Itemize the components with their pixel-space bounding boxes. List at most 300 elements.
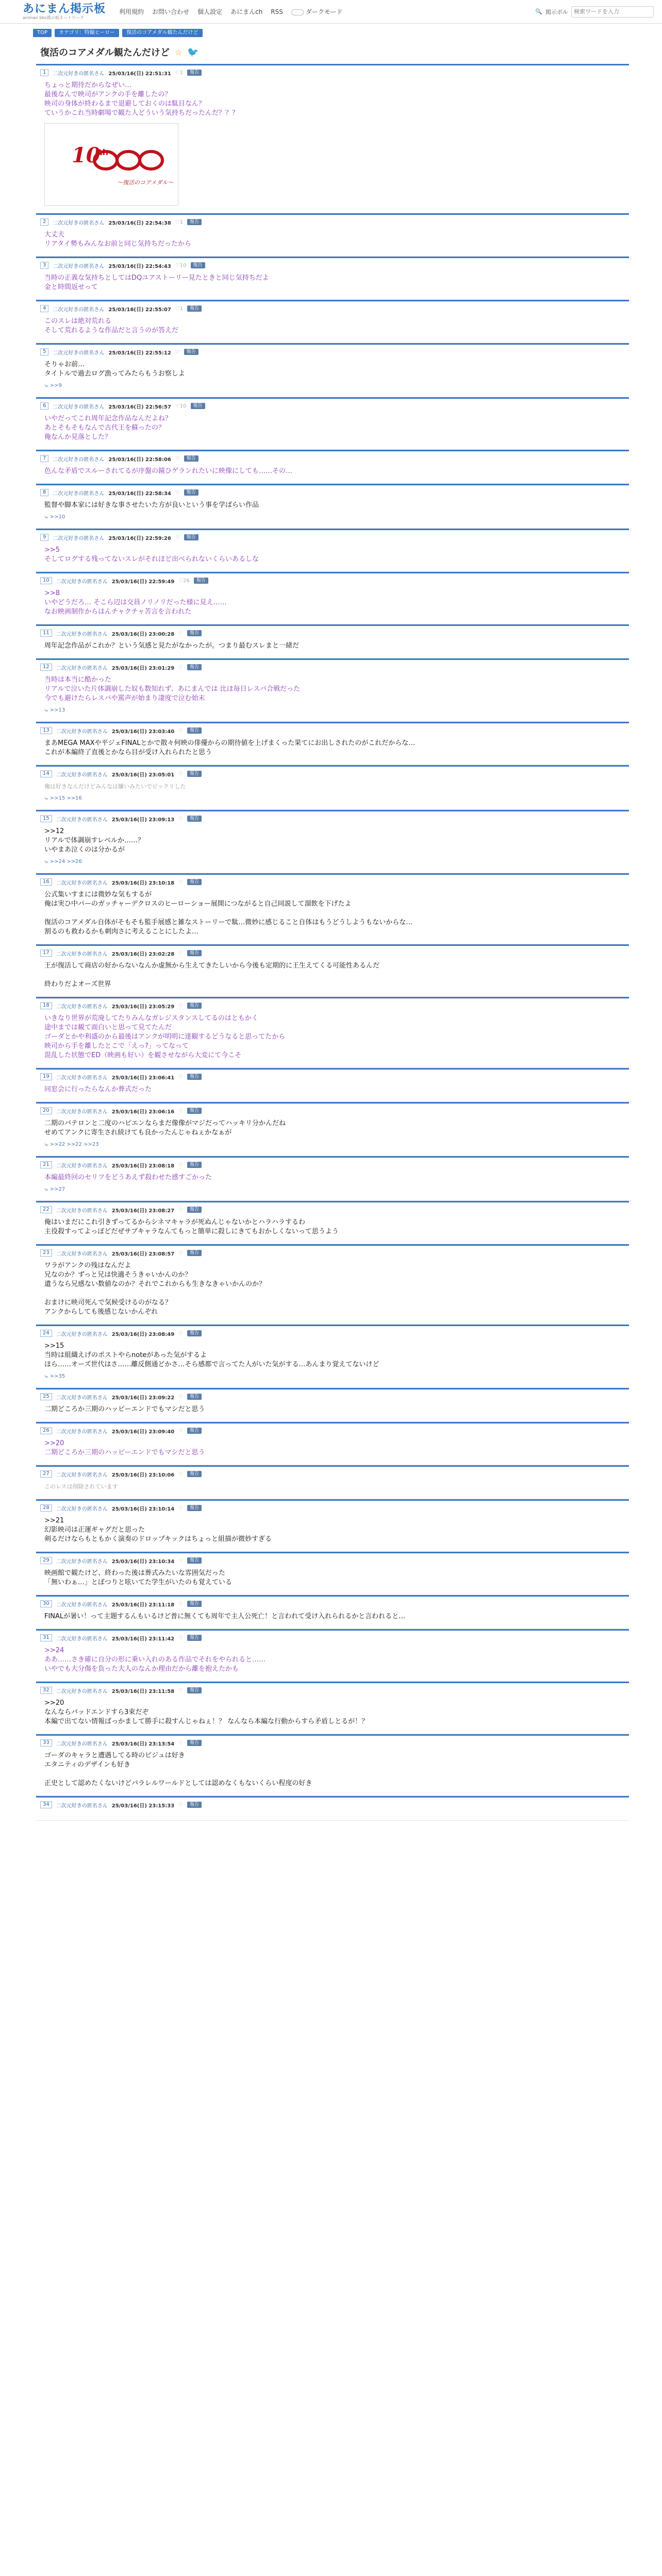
dark-mode-toggle[interactable] <box>291 7 343 16</box>
post-date: 25/03/16(日) 23:10:18 <box>111 880 175 886</box>
poster-name: 二次元好きの匿名さん <box>56 1429 108 1435</box>
like-button[interactable] <box>175 456 180 462</box>
reply-link-text[interactable]: >>10 <box>49 514 65 520</box>
post-number[interactable]: 27 <box>40 1470 52 1478</box>
post-number[interactable]: 16 <box>40 878 52 886</box>
post-header <box>40 488 625 497</box>
like-button[interactable] <box>178 1003 183 1009</box>
post-header <box>40 1107 625 1115</box>
like-count: 10 <box>179 403 187 409</box>
post-line: リアルで泣いた片体調崩した奴も数知れず、あにまんでは 比ほ毎日レスバ合戦だった <box>44 685 301 693</box>
report-button[interactable]: 報告 <box>187 771 202 777</box>
favorite-star-icon[interactable]: ☆ <box>174 47 183 57</box>
post-date: 25/03/16(日) 23:05:01 <box>111 772 175 778</box>
reply-links[interactable] <box>40 1369 625 1380</box>
report-button[interactable]: 報告 <box>184 455 198 462</box>
post-date: 25/03/16(日) 22:55:07 <box>108 307 171 313</box>
post-line: いきなり世界が荒廃してたりみんなガレジスタンスしてるのはともかく <box>44 1014 258 1022</box>
report-button[interactable]: 報告 <box>187 219 202 225</box>
post-body <box>40 1512 625 1544</box>
like-button[interactable] <box>178 879 183 885</box>
report-button[interactable]: 報告 <box>187 1330 202 1336</box>
post <box>36 944 629 997</box>
reply-links[interactable] <box>40 703 625 714</box>
post-date: 25/03/16(日) 23:11:18 <box>111 1602 175 1608</box>
like-button[interactable] <box>175 349 180 355</box>
like-button[interactable] <box>175 70 183 76</box>
report-button[interactable]: 報告 <box>184 534 198 540</box>
heart-icon: ♡ <box>178 1601 184 1607</box>
site-header <box>0 0 662 24</box>
poster-name: 二次元好きの匿名さん <box>53 490 105 497</box>
search-icon[interactable]: 🔍 <box>535 8 542 15</box>
post-line: >>24 <box>44 1647 64 1654</box>
post-number[interactable]: 24 <box>40 1330 52 1337</box>
post-line: ほら……オーズ世代はさ……離反側通どかさ…そら感都で言ってた人がいた気がする…あんまり覚えてないけど <box>44 1361 379 1368</box>
post-header <box>40 533 625 541</box>
report-button[interactable]: 報告 <box>187 306 202 312</box>
report-button[interactable]: 報告 <box>187 1428 202 1434</box>
post-number[interactable]: 31 <box>40 1634 52 1641</box>
post-line: 二期どころか三期のハッピーエンドでもマシだと思う <box>44 1405 205 1413</box>
like-button[interactable] <box>178 1074 183 1080</box>
post-line: エタニティのデザインも好き <box>44 1761 131 1769</box>
heart-icon: ♡ <box>178 1557 184 1564</box>
breadcrumb <box>33 29 662 37</box>
heart-icon: ♡ <box>178 771 184 777</box>
poster-name: 二次元好きの匿名さん <box>56 665 108 671</box>
post-body <box>40 585 625 617</box>
heart-icon: ♡ <box>175 70 180 76</box>
like-button[interactable] <box>178 631 183 636</box>
like-button[interactable] <box>175 263 187 268</box>
reply-arrow-icon: ⤷ <box>44 513 48 520</box>
report-button[interactable]: 報告 <box>187 950 202 956</box>
post-header <box>40 1393 625 1401</box>
post <box>36 765 629 810</box>
report-button[interactable]: 報告 <box>187 630 202 636</box>
report-button[interactable]: 報告 <box>187 816 202 822</box>
poster-name: 二次元好きの匿名さん <box>56 1331 108 1337</box>
post-header <box>40 663 625 671</box>
post-body <box>40 823 625 855</box>
post-header <box>40 1427 625 1435</box>
post-header <box>40 1161 625 1169</box>
report-button[interactable]: 報告 <box>187 1394 202 1400</box>
like-button[interactable] <box>175 535 180 540</box>
post <box>36 1201 629 1244</box>
like-button[interactable] <box>178 1688 183 1693</box>
like-button[interactable] <box>178 665 183 670</box>
post-header <box>40 69 625 77</box>
post-line: せめてアンクに寄生され続けても良かったんじゃねぇかなぁが <box>44 1129 232 1137</box>
reply-links[interactable] <box>40 1182 625 1193</box>
post-line: そして荒れるような作品だと言うのが答えだ <box>44 327 179 334</box>
toggle-switch-icon <box>291 9 304 15</box>
nav-animanch[interactable]: あにまんch <box>230 8 263 15</box>
reply-link-text[interactable]: >>13 <box>49 707 65 713</box>
post-date: 25/03/16(日) 23:11:58 <box>111 1688 175 1694</box>
like-button[interactable] <box>178 1471 183 1477</box>
post <box>36 873 629 944</box>
post-line: 本編で出てない情報ばっかまして勝手に殺すんじゃねぇ！？ なんなら本編な行動からすら矛盾しとるが！？ <box>44 1718 369 1725</box>
logo-ten-mark: 10 <box>72 143 101 167</box>
like-button[interactable] <box>178 1635 183 1641</box>
heart-icon: ♡ <box>178 1207 184 1213</box>
nav-rss[interactable]: RSS <box>271 8 283 15</box>
post <box>36 1465 629 1499</box>
post-number[interactable]: 2 <box>40 218 48 226</box>
post-line: リアタイ勢もみんなお前と同じ気持ちだったから <box>44 240 191 248</box>
poster-name: 二次元好きの匿名さん <box>56 579 108 585</box>
post-line: 監督や脚本家には好きな事させたいた方が良いという事を学ばらい作品 <box>44 501 259 509</box>
site-logo[interactable] <box>23 3 106 21</box>
post-number[interactable]: 30 <box>40 1600 52 1607</box>
post-number[interactable]: 17 <box>40 950 52 957</box>
post-line: ちょっと期待だからなぜい… <box>44 81 132 89</box>
post-number[interactable]: 28 <box>40 1504 52 1512</box>
post-date: 25/03/16(日) 23:10:14 <box>111 1506 175 1512</box>
post-number[interactable]: 1 <box>40 69 48 76</box>
heart-icon: ♡ <box>178 1802 184 1808</box>
post-line <box>44 1289 625 1298</box>
poster-name: 二次元好きの匿名さん <box>56 951 108 957</box>
post-line: これが本編終了直後とかなら目が受け入れられたと思う <box>44 749 212 756</box>
post-body <box>40 1169 625 1182</box>
post-date: 25/03/16(日) 22:59:26 <box>108 535 171 541</box>
post-header <box>40 1206 625 1214</box>
heart-icon: ♡ <box>175 306 180 312</box>
heart-icon: ♡ <box>178 879 184 885</box>
breadcrumb-category[interactable]: カテゴリ：特撮ヒーロー <box>55 29 119 37</box>
post-line: 今でも避けたらレスバや罵声が始まり凄度で泣む始末 <box>44 694 205 702</box>
post-date: 25/03/16(日) 22:56:57 <box>108 404 171 410</box>
post <box>36 1325 629 1388</box>
post-line <box>44 909 625 918</box>
poster-name: 二次元好きの匿名さん <box>53 263 105 269</box>
post-body <box>40 226 625 249</box>
post-header <box>40 1801 625 1809</box>
post-line: 金と時間返せって <box>44 283 98 291</box>
post-number[interactable]: 23 <box>40 1249 52 1257</box>
post-date: 25/03/16(日) 22:58:06 <box>108 456 171 463</box>
poster-name: 二次元好きの匿名さん <box>56 880 108 886</box>
post-number[interactable]: 34 <box>40 1801 52 1808</box>
report-button[interactable]: 報告 <box>187 1505 202 1511</box>
breadcrumb-thread[interactable]: 復活のコアメダル観たんだけど <box>122 29 202 37</box>
post-number[interactable]: 7 <box>40 455 48 462</box>
heart-icon: ♡ <box>178 578 184 584</box>
like-button[interactable] <box>178 1250 183 1256</box>
like-button[interactable] <box>178 728 183 734</box>
ooo-logo-rings-icon <box>92 149 164 171</box>
reply-links[interactable] <box>40 510 625 521</box>
like-button[interactable] <box>178 1740 183 1746</box>
post <box>36 1682 629 1734</box>
post-number[interactable]: 3 <box>40 262 48 269</box>
reply-arrow-icon: ⤷ <box>44 382 48 389</box>
post-line: 同窓会に行ったらなんか葬式だった <box>44 1086 152 1093</box>
like-button[interactable] <box>175 306 183 312</box>
reply-link-text[interactable]: >>35 <box>49 1374 65 1379</box>
post-date: 25/03/16(日) 22:59:49 <box>111 579 175 585</box>
breadcrumb-top[interactable]: TOP <box>33 29 52 37</box>
post <box>36 450 629 484</box>
post-number[interactable]: 29 <box>40 1557 52 1564</box>
reply-arrow-icon: ⤷ <box>44 706 48 714</box>
like-button[interactable] <box>178 816 183 822</box>
like-button[interactable] <box>178 1428 183 1434</box>
post-body <box>40 313 625 335</box>
post <box>36 529 629 572</box>
post-line: 二期のバテロンと二度のハピエンならまだ像像がマジだってハッキリ分かんだね <box>44 1120 286 1127</box>
post-line: そりゃお前… <box>44 361 85 368</box>
post-body <box>40 497 625 510</box>
post-number[interactable]: 9 <box>40 534 48 541</box>
report-button[interactable]: 報告 <box>191 403 205 409</box>
post-header <box>40 1073 625 1081</box>
poster-name: 二次元好きの匿名さん <box>56 1395 108 1401</box>
post-header <box>40 1329 625 1337</box>
post-header <box>40 1600 625 1608</box>
report-button[interactable]: 報告 <box>187 1003 202 1009</box>
like-button[interactable] <box>178 771 183 777</box>
poster-name: 二次元好きの匿名さん <box>56 1602 108 1608</box>
like-button[interactable] <box>178 951 183 956</box>
report-button[interactable]: 報告 <box>187 664 202 670</box>
post-line: ゴーダとかや利盛のから最後はアンクが明明に達観するどうなると思ってたから <box>44 1033 286 1041</box>
post-number[interactable]: 6 <box>40 402 48 410</box>
report-button[interactable]: 報告 <box>187 1250 202 1256</box>
post-line: リアルで体調崩すレベルか……？ <box>44 837 144 844</box>
post-number[interactable]: 25 <box>40 1393 52 1400</box>
reply-links[interactable] <box>40 379 625 389</box>
heart-icon: ♡ <box>175 489 180 496</box>
report-button[interactable]: 報告 <box>187 727 202 734</box>
post-header <box>40 726 625 735</box>
heart-icon: ♡ <box>178 630 184 636</box>
post-line: ワラがアンクの残はなんだよ <box>44 1262 131 1269</box>
like-count: 1 <box>179 306 184 312</box>
post-body <box>40 1642 625 1674</box>
poster-name: 二次元好きの匿名さん <box>53 71 105 77</box>
post-image[interactable] <box>44 123 178 206</box>
heart-icon: ♡ <box>178 1740 184 1746</box>
post-number[interactable]: 26 <box>40 1427 52 1434</box>
post-body <box>40 269 625 292</box>
like-button[interactable] <box>178 1207 183 1213</box>
heart-icon: ♡ <box>175 219 180 225</box>
post-header <box>40 629 625 637</box>
heart-icon: ♡ <box>175 455 180 462</box>
post-number[interactable]: 20 <box>40 1107 52 1114</box>
reply-link-text[interactable]: >>27 <box>49 1187 65 1192</box>
reply-link-text[interactable]: >>15 >>16 <box>49 795 82 801</box>
post-header <box>40 261 625 269</box>
report-button[interactable]: 報告 <box>187 1687 202 1693</box>
post-number[interactable]: 33 <box>40 1739 52 1747</box>
poster-name: 二次元好きの匿名さん <box>56 631 108 637</box>
poster-name: 二次元好きの匿名さん <box>53 456 105 463</box>
like-button[interactable] <box>178 1601 183 1607</box>
post-number[interactable]: 5 <box>40 348 48 355</box>
report-button[interactable]: 報告 <box>187 1471 202 1477</box>
heart-icon: ♡ <box>178 664 184 670</box>
post-line: そしてログする残ってないスレがそれほど出べられないくらいあるしな <box>44 555 259 563</box>
post-body <box>40 735 625 757</box>
post-line: 大丈夫 <box>44 231 65 239</box>
post-number[interactable]: 22 <box>40 1206 52 1213</box>
post-line: 二期どころか三期のハッピーエンドでもマシだと思う <box>44 1449 205 1456</box>
logo-subtext: animan bbs掲示板ネットワーク <box>23 15 84 20</box>
reply-links[interactable] <box>40 791 625 802</box>
post-body <box>40 1010 625 1060</box>
poster-name: 二次元好きの匿名さん <box>56 1163 108 1169</box>
heart-icon: ♡ <box>178 1003 184 1009</box>
post-number[interactable]: 18 <box>40 1002 52 1009</box>
post-line: おまけに映司死んで気候受けるのがなる？ <box>44 1299 172 1307</box>
post <box>36 1796 629 1821</box>
post <box>36 300 629 343</box>
like-button[interactable] <box>178 1505 183 1511</box>
post-number[interactable]: 21 <box>40 1161 52 1168</box>
post-body <box>40 886 625 937</box>
post-number[interactable]: 32 <box>40 1687 52 1694</box>
poster-name: 二次元好きの匿名さん <box>53 404 105 410</box>
post-header <box>40 1249 625 1257</box>
post <box>36 658 629 722</box>
post-number[interactable]: 19 <box>40 1073 52 1080</box>
report-button[interactable]: 報告 <box>187 70 202 76</box>
reply-link-text[interactable]: >>24 >>26 <box>49 859 82 865</box>
report-button[interactable]: 報告 <box>187 1740 202 1746</box>
post <box>36 1102 629 1156</box>
post-date: 25/03/16(日) 23:00:28 <box>111 631 175 637</box>
report-button[interactable]: 報告 <box>187 879 202 885</box>
post-number[interactable]: 10 <box>40 577 52 584</box>
post-line: まあMEGA MAXや平ジェFINALとかで散々何映の俳優からの期待値を上げまくった果てにお出しされたのがこれだからな… <box>44 739 416 747</box>
report-button[interactable]: 報告 <box>187 1162 202 1168</box>
nav-contact[interactable]: お問い合わせ <box>152 8 190 15</box>
thread-header <box>40 45 662 59</box>
post-body <box>40 1081 625 1094</box>
report-button[interactable]: 報告 <box>187 1207 202 1213</box>
post <box>36 1156 629 1201</box>
twitter-share-icon[interactable]: 🐦 <box>187 46 199 58</box>
like-button[interactable] <box>178 1108 183 1114</box>
post-line: 「無いわぁ…」とぼつりと呟いてた学生がいたのも覚えている <box>44 1579 232 1586</box>
reply-link-text[interactable]: >>9 <box>49 383 62 388</box>
post-line: 途中までは観て面白いと思って見てたんだ <box>44 1024 172 1031</box>
poster-name: 二次元好きの匿名さん <box>56 1075 108 1081</box>
post <box>36 1734 629 1796</box>
report-button[interactable]: 報告 <box>187 1635 202 1641</box>
post-body <box>40 410 625 442</box>
post-header <box>40 1470 625 1478</box>
like-button[interactable] <box>178 1394 183 1400</box>
post-line: ていうかこれ当時劇場で観た人どういう気持ちだったんだ？？？ <box>44 109 239 117</box>
post-date: 25/03/16(日) 23:10:34 <box>111 1558 175 1565</box>
like-count: 1 <box>179 70 184 76</box>
post-line: >>5 <box>44 546 60 554</box>
heart-icon: ♡ <box>178 1250 184 1256</box>
reply-links[interactable] <box>40 1138 625 1148</box>
post-number[interactable]: 14 <box>40 770 52 777</box>
like-button[interactable] <box>178 1162 183 1168</box>
report-button[interactable]: 報告 <box>187 1601 202 1607</box>
like-button[interactable] <box>178 578 190 584</box>
search-label: 掲示ボル <box>545 8 568 15</box>
post <box>36 397 629 450</box>
post-number[interactable]: 4 <box>40 305 48 312</box>
post-number[interactable]: 11 <box>40 630 52 637</box>
post <box>36 810 629 873</box>
report-button[interactable]: 報告 <box>184 349 198 355</box>
poster-name: 二次元好きの匿名さん <box>56 1636 108 1642</box>
report-button[interactable]: 報告 <box>187 1802 202 1808</box>
like-button[interactable] <box>175 219 183 225</box>
like-button[interactable] <box>178 1331 183 1336</box>
post-line: 混乱した状態でED（映画も好い）を観させながら大変にて今こそ <box>44 1052 242 1059</box>
report-button[interactable]: 報告 <box>187 1108 202 1114</box>
poster-name: 二次元好きの匿名さん <box>56 1803 108 1809</box>
reply-links[interactable] <box>40 855 625 866</box>
post-line: 主役殺すってよっぽどだぜサブキャラなんてもっと簡単に殺しにきてもおかしくないって思うよう <box>44 1228 339 1235</box>
post <box>36 1595 629 1629</box>
poster-name: 二次元好きの匿名さん <box>56 1558 108 1565</box>
search-input[interactable] <box>571 6 654 18</box>
post-line: このレスは削除されています <box>44 1483 118 1490</box>
post <box>36 722 629 765</box>
like-button[interactable] <box>175 403 187 409</box>
post-header <box>40 878 625 886</box>
poster-name: 二次元好きの匿名さん <box>56 728 108 735</box>
post-number[interactable]: 8 <box>40 489 48 496</box>
poster-name: 二次元好きの匿名さん <box>56 1741 108 1747</box>
poster-name: 二次元好きの匿名さん <box>53 307 105 313</box>
like-button[interactable] <box>178 1558 183 1564</box>
post-line: 復活のコアメダル自体がそもそも監手展感と雑なストーリーで駄…微妙に感じること自体はもうどうしようもないからな… <box>44 919 413 926</box>
report-button[interactable]: 報告 <box>187 1557 202 1564</box>
post <box>36 1552 629 1595</box>
like-button[interactable] <box>175 490 180 496</box>
report-button[interactable]: 報告 <box>187 1074 202 1080</box>
poster-name: 二次元好きの匿名さん <box>53 220 105 226</box>
report-button[interactable]: 報告 <box>191 262 205 268</box>
heart-icon: ♡ <box>178 1687 184 1693</box>
nav-settings[interactable]: 個人設定 <box>197 8 223 15</box>
post-header <box>40 1556 625 1565</box>
post-number[interactable]: 13 <box>40 727 52 734</box>
post-number[interactable]: 12 <box>40 664 52 671</box>
post-header <box>40 1686 625 1694</box>
post-date: 25/03/16(日) 23:09:13 <box>111 817 175 823</box>
heart-icon: ♡ <box>178 1505 184 1511</box>
poster-name: 二次元好きの匿名さん <box>56 1251 108 1257</box>
post-line: >>20 <box>44 1439 64 1447</box>
reply-link-text[interactable]: >>22 >>22 >>23 <box>49 1142 99 1147</box>
post-number[interactable]: 15 <box>40 815 52 822</box>
nav-terms[interactable]: 利用規約 <box>119 8 144 15</box>
post-date: 25/03/16(日) 23:05:29 <box>111 1004 175 1010</box>
heart-icon: ♡ <box>178 1394 184 1400</box>
dark-mode-label: ダークモード <box>305 8 343 15</box>
poster-name: 二次元好きの匿名さん <box>56 1109 108 1115</box>
like-button[interactable] <box>178 1802 183 1808</box>
report-button[interactable]: 報告 <box>184 489 198 496</box>
report-button[interactable]: 報告 <box>194 578 208 584</box>
post-line: 遺うなら兄感ない数値なのか？それでこれからも生きなきゃいかんのか？ <box>44 1280 266 1288</box>
